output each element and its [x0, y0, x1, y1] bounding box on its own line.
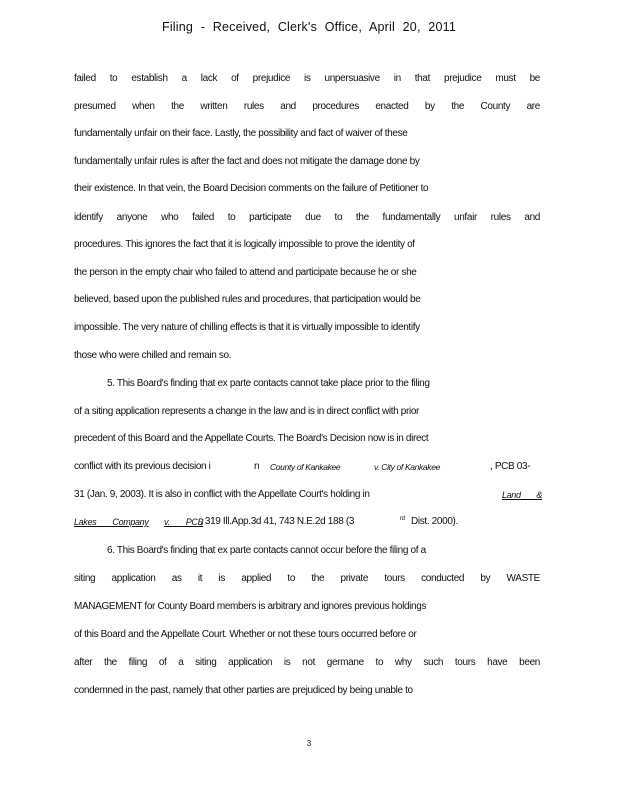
- citation-end: Dist. 2000).: [411, 516, 458, 527]
- case-name-pcb: v. PCB: [164, 517, 204, 527]
- case-name-city: v. City of Kankakee: [374, 462, 440, 472]
- citation-n: n: [254, 461, 260, 472]
- body-line: procedures. This ignores the fact that it is logically impossible to prove the identity of: [74, 239, 415, 250]
- body-line: precedent of this Board and the Appellate Courts. The Board's Decision now is in direct: [74, 433, 429, 444]
- body-line: their existence. In that vein, the Board Decision comments on the failure of Petitioner to: [74, 183, 429, 194]
- body-line: after the filing of a siting application is not germane to why such tours have been: [74, 657, 540, 668]
- case-name-county: County of Kankakee: [270, 462, 341, 472]
- line-text: 31 (Jan. 9, 2003). It is also in conflict with the Appellate Court's holding in: [74, 489, 370, 500]
- body-line-citation: [74, 461, 540, 473]
- page-number: 3: [306, 739, 312, 748]
- citation-pre: conflict with its previous decision i: [74, 461, 211, 472]
- body-line: MANAGEMENT for County Board members is arbitrary and ignores previous holdings: [74, 601, 427, 612]
- body-line: fundamentally unfair rules is after the fact and does not mitigate the damage done by: [74, 156, 420, 167]
- body-line: fundamentally unfair on their face. Lastly, the possibility and fact of waiver of these: [74, 128, 408, 139]
- ordinal-superscript: rd: [400, 516, 405, 522]
- body-line: the person in the empty chair who failed to attend and participate because he or she: [74, 267, 417, 278]
- citation-reporter: , 319 Ill.App.3d 41, 743 N.E.2d 188 (3: [200, 516, 355, 527]
- body-line: failed to establish a lack of prejudice is unpersuasive in that prejudice must be: [74, 73, 540, 84]
- case-name-land: Land &: [502, 490, 542, 500]
- body-line: identify anyone who failed to participate due to the fundamentally unfair rules and: [74, 212, 540, 223]
- body-line: of this Board and the Appellate Court. Whether or not these tours occurred before or: [74, 629, 417, 640]
- body-line: impossible. The very nature of chilling effects is that it is virtually impossible to identify: [74, 322, 420, 333]
- body-line: condemned in the past, namely that other parties are prejudiced by being unable to: [74, 685, 413, 696]
- body-line: those who were chilled and remain so.: [74, 350, 232, 361]
- citation-post: , PCB 03-: [490, 461, 531, 472]
- paragraph-5-start: 5. This Board's finding that ex parte contacts cannot take place prior to the filing: [107, 378, 430, 389]
- case-name-lakes: Lakes Company: [74, 517, 149, 527]
- filing-header: Filing - Received, Clerk's Office, April 20, 2011: [161, 20, 456, 34]
- paragraph-6-start: 6. This Board's finding that ex parte contacts cannot occur before the filing of a: [107, 545, 426, 556]
- body-line: presumed when the written rules and procedures enacted by the County are: [74, 101, 540, 112]
- body-line: of a siting application represents a change in the law and is in direct conflict with prior: [74, 406, 420, 417]
- body-line: siting application as it is applied to the private tours conducted by WASTE: [74, 573, 540, 584]
- body-line: [74, 489, 540, 501]
- body-line: believed, based upon the published rules and procedures, that participation would be: [74, 294, 421, 305]
